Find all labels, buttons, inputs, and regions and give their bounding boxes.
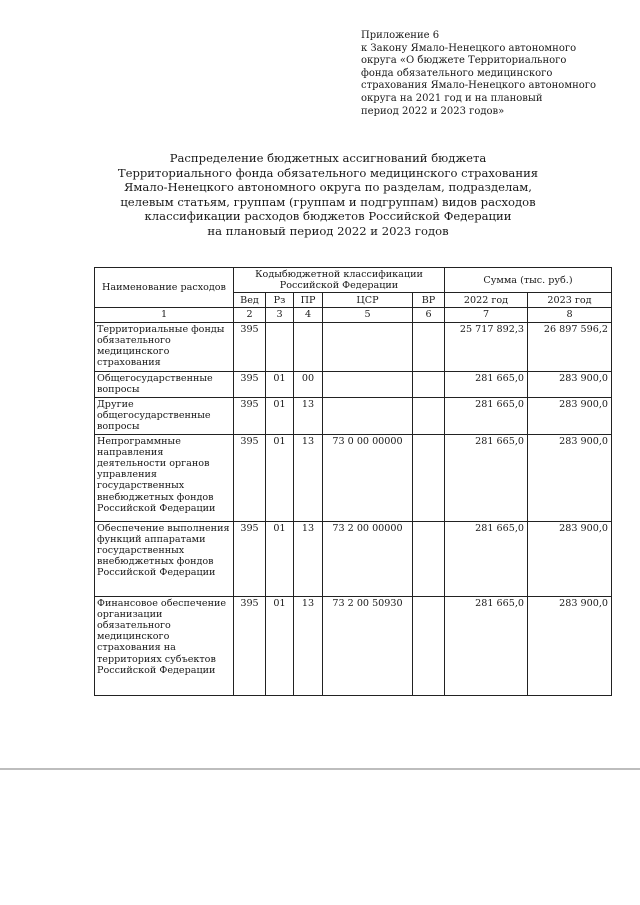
column-number: 1 [95, 308, 234, 322]
table-row [95, 596, 612, 695]
row-ved: 395 [234, 371, 266, 397]
row-sum-2023: 283 900,0 [528, 521, 612, 596]
row-csr: 73 0 00 00000 [323, 434, 413, 521]
budget-table [94, 267, 612, 696]
title-line: на плановый период 2022 и 2023 годов [207, 223, 449, 238]
column-number: 3 [266, 308, 294, 322]
row-vr [413, 521, 445, 596]
title-line: Территориального фонда обязательного медицинского страхования [117, 165, 539, 180]
row-csr [323, 322, 413, 371]
row-vr [413, 596, 445, 695]
row-name: Общегосударственные вопросы [95, 371, 234, 397]
row-vr [413, 434, 445, 521]
row-sum-2022: 281 665,0 [445, 596, 528, 695]
row-sum-2023: 283 900,0 [528, 596, 612, 695]
row-csr: 73 2 00 00000 [323, 521, 413, 596]
blank-page-area [0, 770, 640, 905]
row-vr [413, 322, 445, 371]
header-name: Наименование расходов [95, 268, 234, 308]
row-sum-2023: 26 897 596,2 [528, 322, 612, 371]
row-sum-2022: 281 665,0 [445, 371, 528, 397]
row-pr: 13 [294, 434, 323, 521]
row-vr [413, 397, 445, 434]
header-ved: Вед [234, 293, 266, 308]
row-sum-2023: 283 900,0 [528, 371, 612, 397]
row-sum-2022: 281 665,0 [445, 434, 528, 521]
column-number: 4 [294, 308, 323, 322]
header-codes-group: Кодыбюджетной классификации Российской Федерации [234, 268, 445, 293]
appendix-line: округа на 2021 год и на плановый [361, 92, 543, 104]
row-sum-2023: 283 900,0 [528, 397, 612, 434]
document-title [80, 151, 576, 239]
row-pr [294, 322, 323, 371]
header-sum-group: Сумма (тыс. руб.) [445, 268, 612, 293]
row-name: Территориальные фонды обязательного медицинского страхования [95, 322, 234, 371]
row-rz: 01 [266, 596, 294, 695]
row-pr: 00 [294, 371, 323, 397]
header-csr: ЦСР [323, 293, 413, 308]
table-row [95, 322, 612, 371]
appendix-line: период 2022 и 2023 годов» [361, 105, 505, 117]
row-rz [266, 322, 294, 371]
column-number: 5 [323, 308, 413, 322]
header-rz: Рз [266, 293, 294, 308]
row-csr [323, 397, 413, 434]
title-line: классификации расходов бюджетов Российской Федерации [144, 209, 512, 224]
row-name: Обеспечение выполнения функций аппаратами государственных внебюджетных фондов Российской Федерации [95, 521, 234, 596]
appendix-line: округа «О бюджете Территориального [361, 55, 567, 67]
column-number: 2 [234, 308, 266, 322]
table-row [95, 397, 612, 434]
row-ved: 395 [234, 322, 266, 371]
appendix-line: Приложение 6 [361, 30, 440, 41]
header-pr: ПР [294, 293, 323, 308]
header-vr: ВР [413, 293, 445, 308]
row-name: Непрограммные направления деятельности органов управления государственных внебюджетных фондов Российской Федерации [95, 434, 234, 521]
row-name: Другие общегосударственные вопросы [95, 397, 234, 434]
appendix-note [361, 30, 621, 118]
row-rz: 01 [266, 521, 294, 596]
row-ved: 395 [234, 397, 266, 434]
row-ved: 395 [234, 434, 266, 521]
title-line: целевым статьям, группам (группам и подгруппам) видов расходов [120, 194, 536, 209]
title-line: Распределение бюджетных ассигнований бюджета [169, 151, 487, 165]
column-number: 7 [445, 308, 528, 322]
appendix-line: страхования Ямало-Ненецкого автономного [361, 80, 597, 92]
row-csr: 73 2 00 50930 [323, 596, 413, 695]
column-number: 8 [528, 308, 612, 322]
header-2023: 2023 год [528, 293, 612, 308]
column-numbers-row [95, 308, 612, 322]
appendix-line: к Закону Ямало-Ненецкого автономного [361, 42, 577, 54]
row-rz: 01 [266, 434, 294, 521]
row-ved: 395 [234, 521, 266, 596]
row-name: Финансовое обеспечение организации обязательного медицинского страхования на территориях субъектов Российской Федерации [95, 596, 234, 695]
row-rz: 01 [266, 371, 294, 397]
table-row [95, 371, 612, 397]
row-pr: 13 [294, 521, 323, 596]
row-sum-2022: 25 717 892,3 [445, 322, 528, 371]
title-line: Ямало-Ненецкого автономного округа по разделам, подразделам, [124, 180, 532, 195]
table-row [95, 434, 612, 521]
row-csr [323, 371, 413, 397]
row-pr: 13 [294, 397, 323, 434]
row-pr: 13 [294, 596, 323, 695]
appendix-line: фонда обязательного медицинского [361, 67, 553, 79]
row-ved: 395 [234, 596, 266, 695]
row-vr [413, 371, 445, 397]
header-2022: 2022 год [445, 293, 528, 308]
row-sum-2022: 281 665,0 [445, 397, 528, 434]
row-sum-2023: 283 900,0 [528, 434, 612, 521]
row-rz: 01 [266, 397, 294, 434]
table-row [95, 521, 612, 596]
column-number: 6 [413, 308, 445, 322]
row-sum-2022: 281 665,0 [445, 521, 528, 596]
